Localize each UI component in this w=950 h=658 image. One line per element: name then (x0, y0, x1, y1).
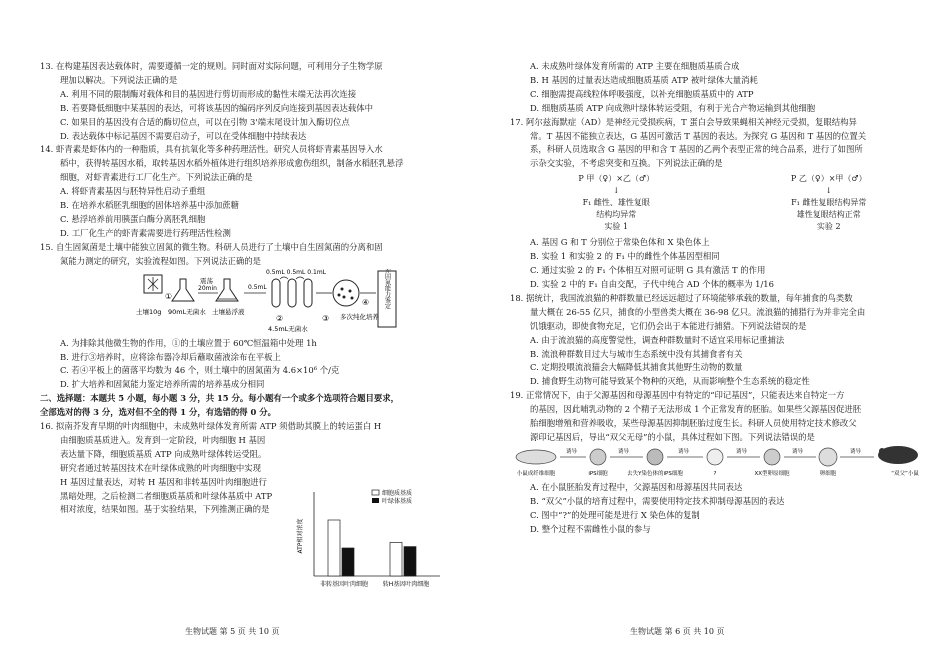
exp2-label: 实验 2 (816, 222, 841, 232)
egg-cell-icon (819, 448, 837, 466)
ips-cell-icon (590, 449, 606, 465)
exp2-f1-1: F₁ 雌性复眼结构异常 (791, 198, 867, 208)
experiment-1 (578, 173, 654, 233)
q19-stem-1: 19. 正常情况下，由于父源基因和母源基因中有特定的“印记基因”，只能表达来自特定一方 (510, 390, 845, 401)
test-tubes (272, 277, 312, 307)
q18-stem-1: 18. 据统计，我国流浪猫的种群数量已经远远超过了环境能够承载的数量，每年捕食的鸟类数 (510, 292, 853, 303)
q19-stem-4: 源印记基因后，导出“双父无母”的小鼠，具体过程如下图。下列说法错误的是 (530, 431, 815, 442)
bar-2-1 (390, 542, 402, 576)
flow-label-6: 卵细胞 (819, 470, 837, 477)
exp1-label: 实验 1 (604, 222, 629, 232)
arrow-label-3: 诱导 (678, 448, 690, 455)
step-1-label: ① (165, 291, 173, 301)
q19-option-c: C. 图中“?”的处理可能是进行 X 染色体的复制 (530, 509, 700, 520)
exp1-arrow: ↓ (612, 186, 620, 196)
chart-bars (328, 520, 416, 576)
q17-option-a: A. 基因 G 和 T 分别位于常染色体和 X 染色体上 (530, 237, 710, 248)
q19-flow-diagram (510, 445, 935, 481)
q17-option-b: B. 实验 1 和实验 2 的 F₁ 中的雌性个体基因型相同 (530, 251, 720, 262)
flow-labels (517, 469, 920, 477)
category-label-2: 转H基因叶肉细胞 (382, 581, 430, 588)
q16-option-d: D. 细胞质基质 ATP 向成熟叶绿体转运受阻，有利于光合产物运输到其他细胞 (530, 102, 816, 113)
step-3-label: ③ (322, 313, 330, 323)
q14-option-c: C. 悬浮培养前用胰蛋白酶分离胚乳细胞 (60, 213, 206, 224)
arrow-label-4: 诱导 (736, 448, 748, 455)
q14-option-a: A. 将虾青素基因与胚特异性启动子重组 (60, 186, 206, 197)
tube-water-label: 4.5mL无菌水 (268, 324, 308, 333)
q13-stem-2: 理加以解决。下列说法正确的是 (60, 74, 178, 85)
q17-option-c: C. 通过实验 2 的 F₁ 个体相互对照可证明 G 具有激活 T 的作用 (530, 265, 766, 276)
step-4-label: ④ (362, 297, 370, 307)
right-column (510, 60, 935, 536)
arrow-label-6: 诱导 (850, 448, 862, 455)
experiment-2 (791, 173, 867, 233)
soil-label: 土壤10g (136, 307, 162, 316)
q16-stem-7: 相对浓度，结果如图。基于实验结果，下列推测正确的是 (60, 504, 270, 515)
q16-stem-1: 16. 拟南芥发育早期的叶肉细胞中，未成熟叶绿体发育所需 ATP 须借助其膜上的转运蛋白 H (40, 421, 382, 432)
exp2-arrow: ↓ (825, 186, 833, 196)
legend-swatch-chloroplast (372, 498, 379, 503)
ips-no-y-icon (647, 449, 663, 465)
q16-stem-6: 黑暗处理，之后检测二者细胞质基质和叶绿体基质中 ATP (60, 490, 273, 501)
q16-stem-4: 研究者通过转基因技术在叶绿体成熟的叶肉细胞中实现 (60, 462, 261, 473)
q18-option-a: A. 由于流浪猫的高度警觉性，调查种群数量时不适宜采用标记重捕法 (530, 334, 785, 345)
q15-option-a: A. 为排除其他微生物的作用，①的土壤应置于 60℃恒温箱中处理 1h (60, 337, 317, 348)
q13-option-a: A. 利用不同的限制酶对载体和目的基因进行剪切而形成的黏性末端无法再次连接 (60, 88, 357, 99)
q18-option-d: D. 捕食野生动物可能导致某个物种的灭绝，从而影响整个生态系统的稳定性 (530, 376, 810, 387)
flow-label-3: 去失Y染色体的iPS细胞 (627, 470, 683, 477)
y-axis-label: ATP相对浓度 (297, 518, 304, 554)
q16-option-c: C. 细胞需提高线粒体呼吸强度，以补充细胞质基质中的 ATP (530, 88, 754, 99)
plate-note-label: 多次纯化培养 (340, 312, 379, 321)
bar-1-1 (328, 520, 340, 576)
flow-label-1: 小鼠成纤维细胞 (516, 470, 556, 477)
q18-option-b: B. 流浪种群数目过大与城市生态系统中没有其捕食者有关 (530, 348, 743, 359)
q13-stem-1: 13. 在构建基因表达载体时，需要遵循一定的规则。同时面对实际问题，可利用分子生物学原 (40, 61, 383, 71)
mouse-icon (878, 446, 918, 464)
legend-label-cytoplasm: 细胞质基质 (382, 490, 413, 497)
suspension-label: 土壤悬浮液 (212, 307, 245, 316)
q16-stem-3: 表达量下降，细胞质基质 ATP 向成熟叶绿体转运受阻。 (60, 448, 267, 459)
q17-stem-4: 示杂交实验，不考虑突变和互换。下列说法正确的是 (530, 158, 723, 169)
petri-dish-icon (333, 280, 359, 306)
q16-stem-5: H 基因过量表达，对转 H 基因和非转基因叶肉细胞进行 (60, 476, 267, 487)
flask-2-icon (216, 279, 238, 301)
q14-option-d: D. 工厂化生产的虾青素需要进行药理活性检测 (60, 227, 231, 238)
bar-1-2 (342, 548, 354, 576)
oogonium-icon (764, 449, 780, 465)
step-2-label: ② (276, 313, 284, 323)
exp1-f1-1: F₁ 雌性、雄性复眼 (582, 198, 650, 208)
q19-stem-2: 的基因，因此哺乳动物的 2 个精子无法形成 1 个正常发育的胚胎。如果些父源基因促进胚 (530, 404, 862, 415)
q18-stem-2: 量大概在 26-55 亿只，捕食的小型兽类大概在 36-98 亿只。流浪猫的捕猎行为并非完全由 (530, 306, 866, 317)
q16-option-a: A. 未成熟叶绿体发育所需的 ATP 主要在细胞质基质合成 (530, 61, 740, 71)
exp1-f1-2: 结构均异常 (596, 210, 637, 220)
footer-left: 生物试题 第 5 页 共 10 页 (185, 627, 280, 636)
bar-2-2 (404, 547, 416, 576)
q17-stem-2: 常。T 基因不能独立表达，G 基因可激活 T 基因的表达。为探究 G 基因和 T 基因的位置关 (530, 130, 867, 141)
q18-stem-3: 饥饿驱动，即使食物充足，它们仍会出于本能进行捕猎。下列说法错误的是 (530, 320, 807, 331)
flask-1-icon (172, 279, 194, 301)
shake-label: 震荡 (200, 276, 213, 285)
exp2-f1-2: 雄性复眼结构正常 (796, 210, 861, 220)
q16-option-b: B. H 基因的过量表达造成细胞质基质 ATP 被叶绿体大量消耗 (530, 74, 758, 85)
q19-stem-3: 胎细胞增殖和营养吸收，某些母源基因抑制胚胎过度生长。科研人员使用特定技术修改父 (530, 418, 857, 429)
q14-stem-1: 14. 虾青素是虾体内的一种脂质，具有抗氧化等多种药理活性。研究人员将虾青素基因导入水 (40, 144, 383, 155)
q19-option-d: D. 整个过程不需雌性小鼠的参与 (530, 523, 651, 534)
exp1-parents: P 甲（♀）×乙（♂） (578, 174, 655, 184)
category-label-1: 非转基因叶肉细胞 (319, 581, 369, 588)
arrow-label-1: 诱导 (566, 448, 578, 455)
legend-swatch-cytoplasm (372, 490, 379, 495)
q19-figure (510, 445, 935, 481)
q17-crosses (510, 173, 935, 233)
q15-stem-2: 氮能力测定的研究，实验流程如图。下列说法正确的是 (60, 255, 261, 266)
section-2-heading-2: 全部选对的得 3 分，选对但不全的得 1 分，有选错的得 0 分。 (40, 407, 276, 418)
shake-time-label: 20min (198, 284, 217, 292)
q13-option-b: B. 若要降低细胞中某基因的表达，可将该基因的编码序列反向连接到基因表达载体中 (60, 102, 373, 113)
assay-box-label: 扩大培养固氮能力鉴定 (383, 268, 391, 309)
section-2-heading-1: 二、选择题：本题共 5 小题，每小题 3 分，共 15 分。每小题有一个或多个选项符合题目要求， (40, 393, 400, 404)
q15-stem-1: 15. 自生固氮菌是土壤中能独立固氮的微生物。科研人员进行了土壤中自生固氮菌的分离和固 (40, 241, 383, 252)
q16-stem-2: 由细胞质基质进入。发育到一定阶段，叶肉细胞 H 基因 (60, 434, 266, 445)
q19-option-b: B. “双父”小鼠的培育过程中，需要使用特定技术抑制母源基因的表达 (530, 495, 785, 506)
arrow-label-2: 诱导 (618, 448, 630, 455)
q17-stem-3: 系，科研人员选取含 G 基因的甲和含 T 基因的乙两个表型正常的纯合品系，进行了如图所 (530, 144, 863, 155)
q19-option-a: A. 在小鼠胚胎发育过程中，父源基因和母源基因共同表达 (530, 481, 743, 492)
legend-label-chloroplast: 叶绿体基质 (382, 498, 413, 505)
q15-figure (40, 269, 465, 337)
q13-option-c: C. 如果目的基因没有合适的酶切位点，可以在引物 3'端末尾设计加入酶切位点 (60, 116, 350, 127)
transfer-first-label: 0.5mL (248, 283, 267, 291)
transfer-top-label: 0.5mL 0.5mL 0.1mL (266, 268, 327, 276)
left-column (40, 60, 465, 517)
q17-option-d: D. 实验 2 中的 F₁ 自由交配，子代中纯合 AD 个体的概率为 1/16 (530, 278, 774, 289)
q13-option-d: D. 表达载体中标记基因不需要启动子，可以在受体细胞中持续表达 (60, 130, 307, 141)
arrow-label-5: 诱导 (792, 448, 804, 455)
flow-label-4: ? (713, 470, 717, 477)
q14-stem-2: 稻中，获得转基因水稻，取转基因水稻外植体进行组织培养形成愈伤组织，制备水稻胚乳悬浮 (60, 158, 404, 169)
footer-right: 生物试题 第 6 页 共 10 页 (630, 627, 725, 636)
fibroblast-icon (516, 450, 556, 464)
flow-label-7: “双父”小鼠 (891, 470, 919, 477)
q14-option-b: B. 在培养水稻胚乳细胞的固体培养基中添加蔗糖 (60, 200, 239, 211)
q15-flow-diagram (40, 269, 465, 337)
atp-bar-chart (292, 484, 442, 602)
exp2-parents: P 乙（♀）×甲（♂） (790, 174, 867, 184)
q14-stem-3: 细胞，对虾青素进行工厂化生产。下列说法正确的是 (60, 172, 253, 183)
q17-stem-1: 17. 阿尔兹海默症（AD）是神经元受损疾病，T 蛋白会导致果蝇相关神经元受损，复眼结构异 (510, 116, 857, 127)
flow-label-5: XX型卵原细胞 (754, 470, 790, 477)
q18-option-c: C. 定期投喂流浪猫会大幅降低其捕食其他野生动物的数量 (530, 362, 743, 373)
water-label: 90mL无菌水 (168, 307, 206, 316)
flow-label-2: iPS细胞 (588, 470, 608, 477)
q15-option-c: C. 若④平板上的菌落平均数为 46 个，则土壤中的固氮菌为 4.6×10⁶ 个/克 (60, 365, 340, 376)
q15-option-d: D. 扩大培养和固氮能力鉴定培养所需的培养基成分相同 (60, 379, 265, 390)
q15-option-b: B. 进行③培养时，应将涂布器冷却后蘸取菌液涂布在平板上 (60, 351, 281, 362)
unknown-step-icon (707, 449, 723, 465)
